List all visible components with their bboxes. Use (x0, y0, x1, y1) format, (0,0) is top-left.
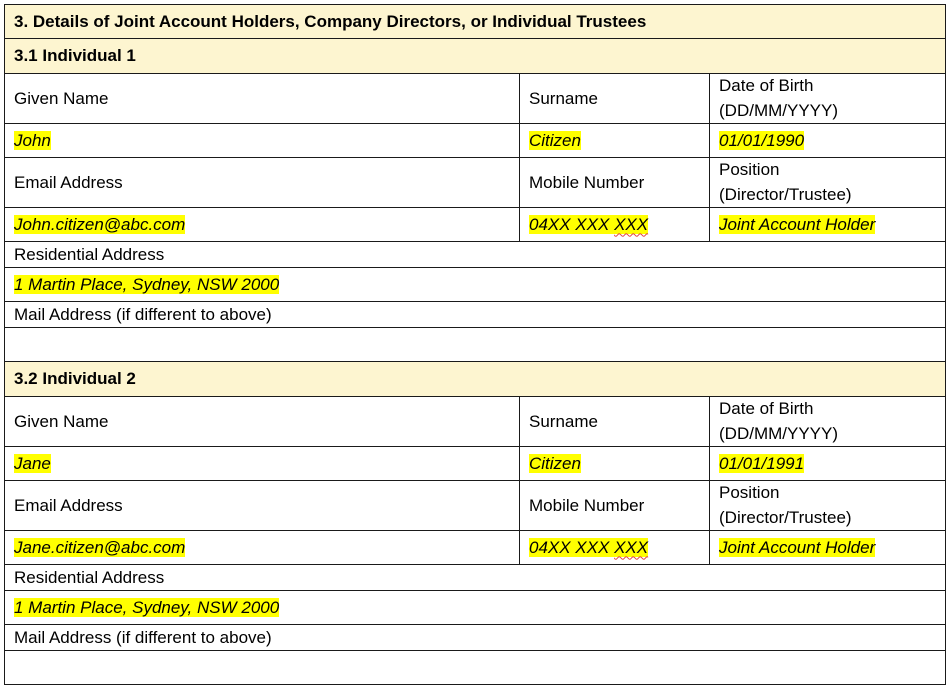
residential-address-value: 1 Martin Place, Sydney, NSW 2000 (14, 597, 280, 617)
mail-address-field[interactable] (5, 651, 946, 685)
given-name-value: Jane (14, 453, 51, 473)
residential-address-label: Residential Address (5, 565, 946, 591)
surname-label: Surname (520, 397, 710, 447)
residential-address-label: Residential Address (5, 242, 946, 268)
mobile-value-suffix: XXX (614, 214, 649, 234)
given-name-value: John (14, 130, 51, 150)
joint-holders-form (4, 4, 945, 685)
mobile-value-prefix: 04XX XXX (529, 214, 615, 234)
given-name-field[interactable] (5, 447, 520, 481)
position-label (710, 158, 946, 208)
position-label (710, 481, 946, 531)
mobile-field[interactable] (520, 208, 710, 242)
residential-address-field[interactable] (5, 268, 946, 302)
residential-address-value: 1 Martin Place, Sydney, NSW 2000 (14, 274, 280, 294)
individual-2-heading: 3.2 Individual 2 (5, 362, 946, 397)
mail-address-field[interactable] (5, 328, 946, 362)
section-title: 3. Details of Joint Account Holders, Company Directors, or Individual Trustees (5, 5, 946, 39)
surname-value: Citizen (529, 453, 581, 473)
dob-label-line1: Date of Birth (719, 399, 814, 418)
mobile-label: Mobile Number (520, 158, 710, 208)
dob-value: 01/01/1990 (719, 130, 805, 150)
details-table (4, 4, 946, 685)
dob-label (710, 397, 946, 447)
position-label-line2: (Director/Trustee) (719, 184, 852, 204)
given-name-field[interactable] (5, 124, 520, 158)
individual-1-heading: 3.1 Individual 1 (5, 39, 946, 74)
dob-label-line1: Date of Birth (719, 76, 814, 95)
position-label-line2: (Director/Trustee) (719, 507, 852, 527)
residential-address-field[interactable] (5, 591, 946, 625)
position-value: Joint Account Holder (719, 214, 876, 234)
dob-label-line2: (DD/MM/YYYY) (719, 423, 838, 443)
mobile-value (529, 538, 648, 557)
email-value: John.citizen@abc.com (14, 214, 186, 234)
position-field[interactable] (710, 208, 946, 242)
surname-field[interactable] (520, 124, 710, 158)
email-value: Jane.citizen@abc.com (14, 537, 186, 557)
dob-label-line2: (DD/MM/YYYY) (719, 100, 838, 120)
mobile-field[interactable] (520, 531, 710, 565)
given-name-label: Given Name (5, 397, 520, 447)
position-label-line1: Position (719, 160, 780, 179)
email-label: Email Address (5, 158, 520, 208)
email-field[interactable] (5, 208, 520, 242)
mail-address-label: Mail Address (if different to above) (5, 625, 946, 651)
surname-value: Citizen (529, 130, 581, 150)
surname-label: Surname (520, 74, 710, 124)
email-label: Email Address (5, 481, 520, 531)
dob-field[interactable] (710, 124, 946, 158)
surname-field[interactable] (520, 447, 710, 481)
position-value: Joint Account Holder (719, 537, 876, 557)
position-field[interactable] (710, 531, 946, 565)
given-name-label: Given Name (5, 74, 520, 124)
dob-label (710, 74, 946, 124)
mobile-value (529, 215, 648, 234)
mail-address-label: Mail Address (if different to above) (5, 302, 946, 328)
mobile-label: Mobile Number (520, 481, 710, 531)
dob-value: 01/01/1991 (719, 453, 805, 473)
position-label-line1: Position (719, 483, 780, 502)
mobile-value-prefix: 04XX XXX (529, 537, 615, 557)
mobile-value-suffix: XXX (614, 537, 649, 557)
email-field[interactable] (5, 531, 520, 565)
dob-field[interactable] (710, 447, 946, 481)
